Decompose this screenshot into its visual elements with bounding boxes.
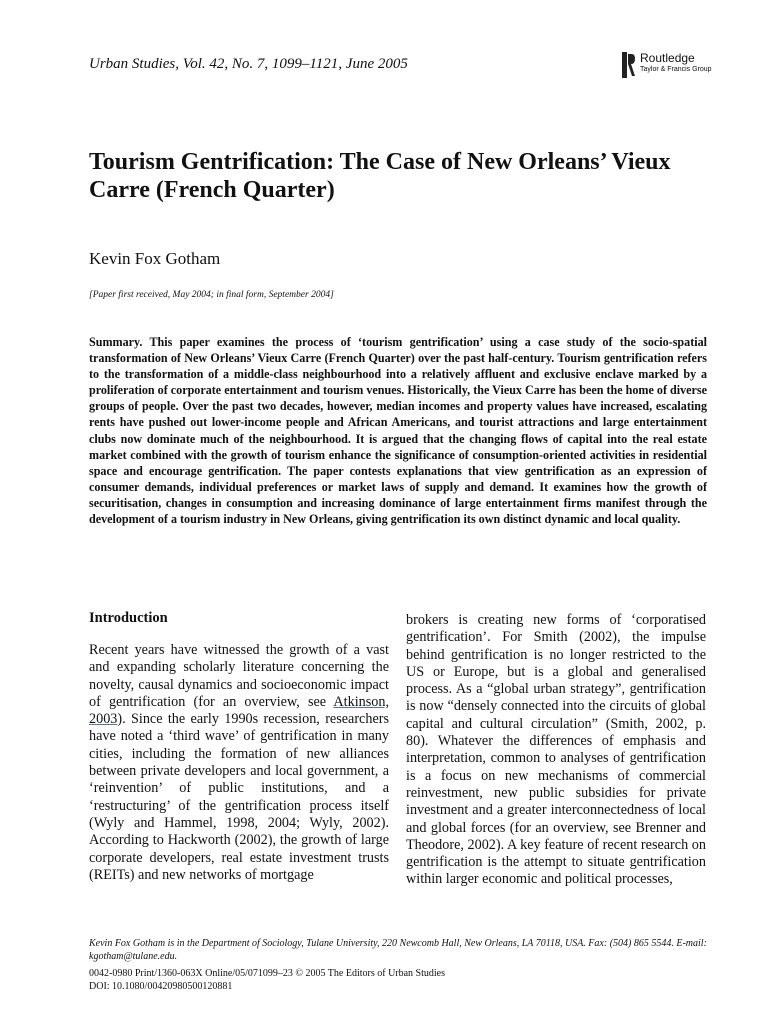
publisher-name: Routledge xyxy=(640,51,695,65)
publication-meta xyxy=(89,967,445,993)
article-title: Tourism Gentrification: The Case of New Orleans’ Vieux Carre (French Quarter) xyxy=(89,149,671,203)
intro-text-before: Recent years have witnessed the growth of a vast and expanding scholarly literature concerning the novelty, causal dynamics and socioeconomic impact of gentrification (for an overview, see xyxy=(89,642,389,710)
doi-line: DOI: 10.1080/00420980500120881 xyxy=(89,981,233,992)
left-column xyxy=(89,608,389,884)
issn-line: 0042-0980 Print/1360-063X Online/05/071099–23 © 2005 The Editors of Urban Studies xyxy=(89,968,446,979)
author-footnote: Kevin Fox Gotham is in the Department of Sociology, Tulane University, 220 Newcomb Hall, New Orleans, LA 70118, USA. Fax: (504) 865 5544. E-mail: kgotham@tulane.edu. xyxy=(89,938,707,962)
publisher-logo xyxy=(622,52,712,78)
journal-citation: Urban Studies, Vol. 42, No. 7, 1099–1121, June 2005 xyxy=(89,56,408,72)
intro-paragraph-right: brokers is creating new forms of ‘corporatised gentrification’. For Smith (2002), the impulse behind gentrification is no longer restricted to the US or Europe, but is a global and generalised process. As a “global urban strategy”, gentrification is now “densely connected into the circuits of global capital and cultural circulation” (Smith, 2002, p. 80). Whatever the differences of emphasis and interpretation, common to analyses of gentrification is a focus on new mechanisms of commercial reinvestment, new public subsidies for private investment and a greater interconnectedness of local and global forces (for an overview, see Brenner and Theodore, 2002). A key feature of recent research on gentrification is the attempt to situate gentrification within larger economic and political processes, xyxy=(406,612,706,888)
publisher-subtitle: Taylor & Francis Group xyxy=(640,66,712,73)
citation-link[interactable]: Atkinson, 2003 xyxy=(89,693,389,728)
right-column xyxy=(406,612,706,889)
article-summary: Summary. This paper examines the process of ‘tourism gentrification’ using a case study of the socio-spatial transformation of New Orleans’ Vieux Carre (French Quarter) over the past half-century. Tourism gentrification refers to the transformation of a middle-class neighbourhood into a relatively affluent and exclusive enclave marked by a proliferation of corporate entertainment and tourism venues. Historically, the Vieux Carre has been the home of diverse groups of people. Over the past two decades, however, median incomes and property values have increased, escalating rents have pushed out lower-income people and African Americans, and tourist attractions and large entertainment clubs now dominate much of the neighbourhood. It is argued that the changing flows of capital into the real estate market combined with the growth of tourism enhance the significance of consumption-oriented activities in residential space and encourage gentrification. The paper contests explanations that view gentrification as an expression of consumer demands, individual preferences or market laws of supply and demand. It examines how the growth of securitisation, changes in consumption and increasing dominance of large entertainment firms manifest through the development of a tourism industry in New Orleans, giving gentrification its own distinct dynamic and local quality. xyxy=(89,335,707,527)
article-author: Kevin Fox Gotham xyxy=(89,249,221,268)
received-note: [Paper first received, May 2004; in final form, September 2004] xyxy=(89,290,334,300)
routledge-logo-icon xyxy=(622,52,636,78)
section-heading: Introduction xyxy=(89,610,168,626)
intro-paragraph-left xyxy=(89,642,389,884)
intro-text-after: ). Since the early 1990s recession, researchers have noted a ‘third wave’ of gentrification in many cities, including the formation of new alliances between private developers and local government, a ‘reinvention’ of public institutions, and a ‘restructuring’ of the gentrification process itself (Wyly and Hammel, 1998, 2004; Wyly, 2002). According to Hackworth (2002), the growth of large corporate developers, real estate investment trusts (REITs) and new networks of mortgage xyxy=(89,711,389,883)
